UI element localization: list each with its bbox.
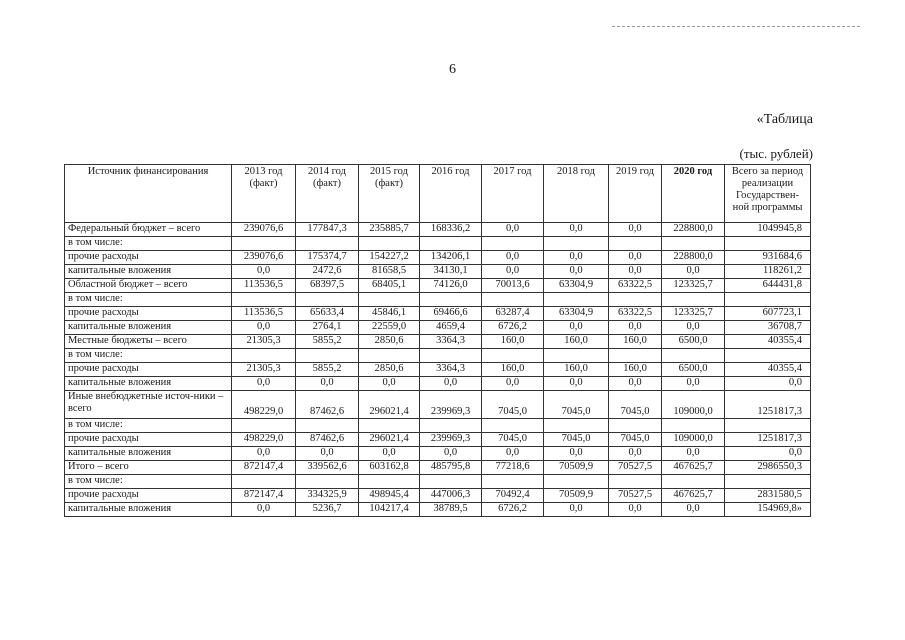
row-label: Областной бюджет – всего (65, 279, 232, 293)
column-header: 2020 год (662, 165, 725, 223)
table-cell: 0,0 (662, 503, 725, 517)
table-cell: 70509,9 (544, 461, 609, 475)
table-cell: 485795,8 (420, 461, 482, 475)
table-cell: 0,0 (662, 377, 725, 391)
table-cell (482, 475, 544, 489)
table-cell: 34130,1 (420, 265, 482, 279)
table-cell: 160,0 (482, 363, 544, 377)
table-cell: 74126,0 (420, 279, 482, 293)
table-cell: 0,0 (609, 251, 662, 265)
column-header: 2014 год (факт) (296, 165, 359, 223)
table-cell: 0,0 (482, 223, 544, 237)
table-cell (544, 475, 609, 489)
table-cell (232, 419, 296, 433)
table-cell: 339562,6 (296, 461, 359, 475)
table-cell: 7045,0 (544, 433, 609, 447)
table-cell: 87462,6 (296, 433, 359, 447)
row-label: в том числе: (65, 419, 232, 433)
table-row (65, 461, 811, 475)
table-cell: 68405,1 (359, 279, 420, 293)
table-cell (232, 475, 296, 489)
table-cell: 70527,5 (609, 461, 662, 475)
table-cell: 0,0 (544, 447, 609, 461)
table-cell (662, 475, 725, 489)
table-cell: 7045,0 (544, 391, 609, 419)
table-cell (232, 349, 296, 363)
table-cell (420, 293, 482, 307)
table-cell: 296021,4 (359, 433, 420, 447)
table-cell: 175374,7 (296, 251, 359, 265)
table-cell: 3364,3 (420, 335, 482, 349)
table-row (65, 363, 811, 377)
table-cell: 447006,3 (420, 489, 482, 503)
table-cell: 0,0 (609, 223, 662, 237)
table-cell: 872147,4 (232, 461, 296, 475)
table-cell: 134206,1 (420, 251, 482, 265)
table-cell: 0,0 (232, 447, 296, 461)
row-label: прочие расходы (65, 363, 232, 377)
table-cell: 498945,4 (359, 489, 420, 503)
row-label: Местные бюджеты – всего (65, 335, 232, 349)
table-cell (359, 293, 420, 307)
table-cell: 1049945,8 (725, 223, 811, 237)
table-cell: 160,0 (544, 363, 609, 377)
table-cell: 77218,6 (482, 461, 544, 475)
column-header: 2018 год (544, 165, 609, 223)
row-label: капитальные вложения (65, 265, 232, 279)
row-label: прочие расходы (65, 489, 232, 503)
table-cell: 70492,4 (482, 489, 544, 503)
table-row (65, 237, 811, 251)
table-cell: 63322,5 (609, 279, 662, 293)
page-number: 6 (449, 62, 456, 77)
table-cell: 160,0 (544, 335, 609, 349)
table-cell: 0,0 (296, 447, 359, 461)
table-cell: 0,0 (544, 223, 609, 237)
table-row (65, 433, 811, 447)
table-cell (725, 349, 811, 363)
table-header-row (65, 165, 811, 223)
table-cell: 0,0 (609, 377, 662, 391)
table-cell: 607723,1 (725, 307, 811, 321)
table-cell: 0,0 (232, 321, 296, 335)
table-cell (662, 419, 725, 433)
table-cell: 498229,0 (232, 433, 296, 447)
table-cell: 0,0 (482, 447, 544, 461)
table-cell: 0,0 (232, 265, 296, 279)
table-cell (662, 293, 725, 307)
table-cell: 160,0 (482, 335, 544, 349)
table-cell: 63287,4 (482, 307, 544, 321)
table-cell: 6726,2 (482, 503, 544, 517)
table-cell (725, 475, 811, 489)
table-cell: 2764,1 (296, 321, 359, 335)
table-row (65, 251, 811, 265)
table-cell (296, 293, 359, 307)
table-cell (359, 475, 420, 489)
row-label: в том числе: (65, 237, 232, 251)
table-cell: 109000,0 (662, 391, 725, 419)
table-cell: 113536,5 (232, 307, 296, 321)
table-cell (420, 349, 482, 363)
row-label: Иные внебюджетные источ-ники – всего (65, 391, 232, 419)
table-cell (544, 419, 609, 433)
table-cell (420, 419, 482, 433)
budget-table (64, 164, 811, 517)
row-label: капитальные вложения (65, 503, 232, 517)
table-cell: 239969,3 (420, 391, 482, 419)
table-cell (482, 293, 544, 307)
table-cell: 6726,2 (482, 321, 544, 335)
table-cell: 0,0 (482, 251, 544, 265)
table-cell: 38789,5 (420, 503, 482, 517)
table-cell (420, 237, 482, 251)
table-cell: 160,0 (609, 363, 662, 377)
table-cell: 0,0 (420, 447, 482, 461)
table-cell (544, 293, 609, 307)
table-cell: 239969,3 (420, 433, 482, 447)
row-label: в том числе: (65, 293, 232, 307)
table-cell: 0,0 (544, 251, 609, 265)
table-cell (359, 349, 420, 363)
row-label: капитальные вложения (65, 447, 232, 461)
table-cell: 118261,2 (725, 265, 811, 279)
table-row (65, 475, 811, 489)
table-cell: 36708,7 (725, 321, 811, 335)
table-cell (482, 419, 544, 433)
row-label: капитальные вложения (65, 377, 232, 391)
table-cell: 21305,3 (232, 335, 296, 349)
table-cell: 0,0 (232, 503, 296, 517)
table-cell: 22559,0 (359, 321, 420, 335)
table-cell: 68397,5 (296, 279, 359, 293)
table-cell: 228800,0 (662, 251, 725, 265)
table-cell (296, 475, 359, 489)
table-row (65, 335, 811, 349)
table-cell (359, 237, 420, 251)
table-row (65, 489, 811, 503)
table-cell (232, 237, 296, 251)
table-cell (482, 349, 544, 363)
table-cell (359, 419, 420, 433)
table-cell: 45846,1 (359, 307, 420, 321)
table-cell (296, 237, 359, 251)
table-cell: 2850,6 (359, 335, 420, 349)
column-header: 2015 год (факт) (359, 165, 420, 223)
row-label: прочие расходы (65, 307, 232, 321)
table-cell: 931684,6 (725, 251, 811, 265)
table-cell: 5855,2 (296, 363, 359, 377)
table-cell: 0,0 (359, 447, 420, 461)
table-cell (662, 349, 725, 363)
table-cell: 81658,5 (359, 265, 420, 279)
table-cell: 2986550,3 (725, 461, 811, 475)
table-cell: 70527,5 (609, 489, 662, 503)
table-cell (725, 237, 811, 251)
table-cell: 40355,4 (725, 335, 811, 349)
table-row (65, 419, 811, 433)
table-cell: 5236,7 (296, 503, 359, 517)
table-cell: 4659,4 (420, 321, 482, 335)
units-label: (тыс. рублей) (739, 146, 813, 161)
table-cell: 7045,0 (609, 391, 662, 419)
table-row (65, 307, 811, 321)
table-cell: 0,0 (609, 265, 662, 279)
table-cell: 87462,6 (296, 391, 359, 419)
table-cell: 154969,8» (725, 503, 811, 517)
table-cell: 104217,4 (359, 503, 420, 517)
table-cell: 3364,3 (420, 363, 482, 377)
table-cell: 0,0 (609, 447, 662, 461)
row-label: в том числе: (65, 349, 232, 363)
table-cell: 0,0 (544, 377, 609, 391)
table-row (65, 391, 811, 419)
table-cell: 872147,4 (232, 489, 296, 503)
table-cell: 0,0 (725, 377, 811, 391)
table-cell: 160,0 (609, 335, 662, 349)
table-row (65, 223, 811, 237)
table-cell: 0,0 (232, 377, 296, 391)
table-cell: 2472,6 (296, 265, 359, 279)
table-cell (420, 475, 482, 489)
table-cell: 168336,2 (420, 223, 482, 237)
table-cell: 235885,7 (359, 223, 420, 237)
row-label: Федеральный бюджет – всего (65, 223, 232, 237)
row-label: прочие расходы (65, 251, 232, 265)
table-row (65, 349, 811, 363)
table-cell: 0,0 (609, 503, 662, 517)
table-cell (482, 237, 544, 251)
table-cell: 0,0 (544, 321, 609, 335)
table-cell: 239076,6 (232, 251, 296, 265)
table-cell: 6500,0 (662, 335, 725, 349)
table-cell (296, 419, 359, 433)
table-cell: 2831580,5 (725, 489, 811, 503)
column-header: Источник финансирования (65, 165, 232, 223)
table-cell: 113536,5 (232, 279, 296, 293)
table-cell: 7045,0 (482, 391, 544, 419)
table-cell (609, 349, 662, 363)
table-cell: 177847,3 (296, 223, 359, 237)
table-cell: 69466,6 (420, 307, 482, 321)
row-label: в том числе: (65, 475, 232, 489)
table-cell (609, 237, 662, 251)
table-cell: 1251817,3 (725, 391, 811, 419)
table-cell (725, 419, 811, 433)
table-cell: 644431,8 (725, 279, 811, 293)
table-cell: 0,0 (662, 447, 725, 461)
row-label: прочие расходы (65, 433, 232, 447)
table-caption: «Таблица (756, 112, 813, 127)
table-cell: 498229,0 (232, 391, 296, 419)
table-row (65, 503, 811, 517)
table-cell: 296021,4 (359, 391, 420, 419)
table-cell: 334325,9 (296, 489, 359, 503)
column-header: 2016 год (420, 165, 482, 223)
table-cell: 65633,4 (296, 307, 359, 321)
table-cell: 1251817,3 (725, 433, 811, 447)
table-cell: 467625,7 (662, 461, 725, 475)
table-cell: 7045,0 (609, 433, 662, 447)
table-cell: 0,0 (544, 503, 609, 517)
table-cell (296, 349, 359, 363)
table-cell: 0,0 (662, 321, 725, 335)
table-row (65, 321, 811, 335)
table-cell (609, 475, 662, 489)
table-cell: 109000,0 (662, 433, 725, 447)
table-cell: 239076,6 (232, 223, 296, 237)
row-label: капитальные вложения (65, 321, 232, 335)
column-header: Всего за период реализации Государствен-ной программы (725, 165, 811, 223)
table-cell: 7045,0 (482, 433, 544, 447)
table-cell: 228800,0 (662, 223, 725, 237)
table-row (65, 265, 811, 279)
table-cell: 5855,2 (296, 335, 359, 349)
table-cell: 63304,9 (544, 307, 609, 321)
table-cell: 154227,2 (359, 251, 420, 265)
column-header: 2017 год (482, 165, 544, 223)
table-row (65, 377, 811, 391)
table-cell: 0,0 (482, 265, 544, 279)
table-cell: 21305,3 (232, 363, 296, 377)
table-cell (544, 237, 609, 251)
table-cell (544, 349, 609, 363)
table-cell: 0,0 (296, 377, 359, 391)
table-cell: 0,0 (359, 377, 420, 391)
row-label: Итого – всего (65, 461, 232, 475)
table-cell: 603162,8 (359, 461, 420, 475)
table-row (65, 447, 811, 461)
table-row (65, 279, 811, 293)
scan-artifact-line (612, 26, 860, 27)
table-cell: 63304,9 (544, 279, 609, 293)
table-cell: 467625,7 (662, 489, 725, 503)
table-cell (609, 293, 662, 307)
table-cell: 70509,9 (544, 489, 609, 503)
table-cell: 6500,0 (662, 363, 725, 377)
table-cell (725, 293, 811, 307)
table-cell (609, 419, 662, 433)
table-cell: 70013,6 (482, 279, 544, 293)
column-header: 2013 год (факт) (232, 165, 296, 223)
table-cell: 123325,7 (662, 307, 725, 321)
table-cell: 123325,7 (662, 279, 725, 293)
table-cell: 0,0 (725, 447, 811, 461)
table-cell: 0,0 (662, 265, 725, 279)
table-row (65, 293, 811, 307)
table-cell: 0,0 (544, 265, 609, 279)
table-cell (232, 293, 296, 307)
table-cell (662, 237, 725, 251)
table-cell: 0,0 (420, 377, 482, 391)
table-cell: 63322,5 (609, 307, 662, 321)
table-cell: 0,0 (482, 377, 544, 391)
column-header: 2019 год (609, 165, 662, 223)
table-cell: 0,0 (609, 321, 662, 335)
table-cell: 40355,4 (725, 363, 811, 377)
table-cell: 2850,6 (359, 363, 420, 377)
